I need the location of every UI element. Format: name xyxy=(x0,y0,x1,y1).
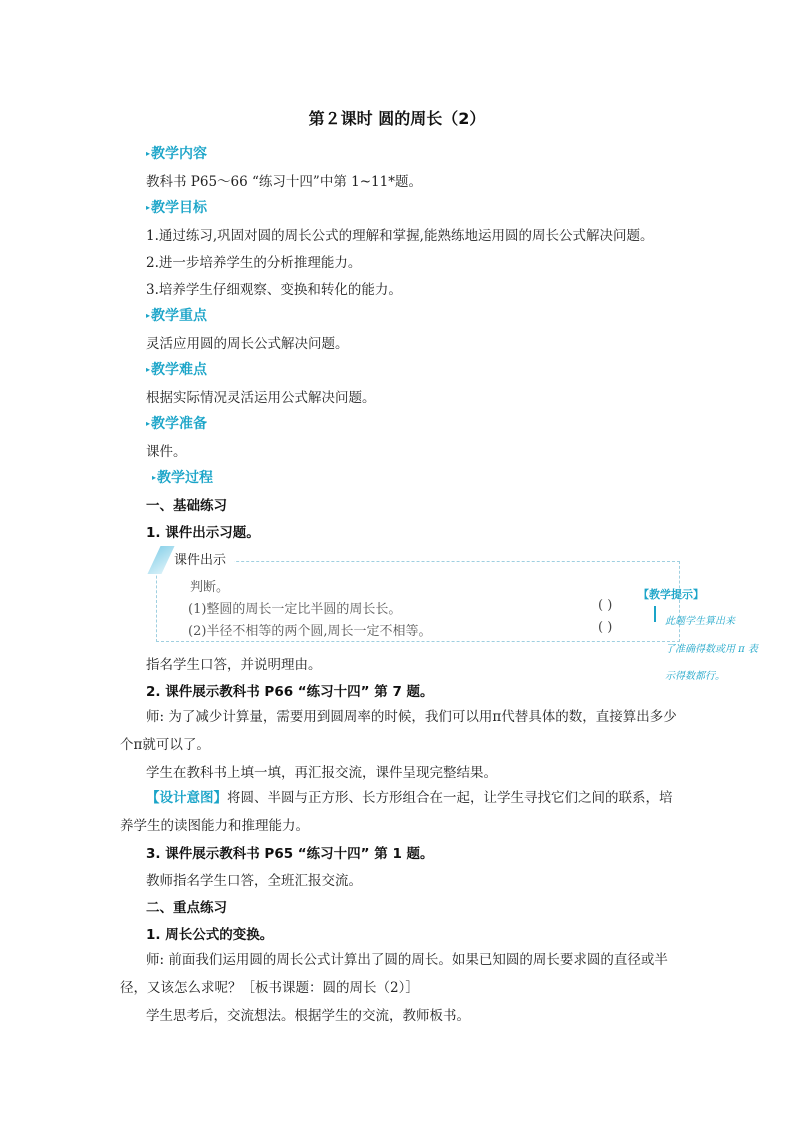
basic-step2: 2. 课件展示教科书 P66 “练习十四” 第 7 题。 xyxy=(146,684,434,700)
triangle-marker-icon: ▸ xyxy=(146,365,151,374)
students-remark-2: 学生思考后，交流想法。根据学生的交流，教师板书。 xyxy=(146,1008,470,1024)
basic-step1: 1. 课件出示习题。 xyxy=(146,525,260,541)
after-step3: 教师指名学生口答，全班汇报交流。 xyxy=(146,873,362,889)
section-heading-key: ▸教学重点 xyxy=(146,308,208,324)
section-heading-difficulty: ▸教学难点 xyxy=(146,362,208,378)
triangle-marker-icon: ▸ xyxy=(146,419,151,428)
basic-step3: 3. 课件展示教科书 P65 “练习十四” 第 1 题。 xyxy=(146,846,434,862)
content-text: 教科书 P65～66 “练习十四”中第 1~11*题。 xyxy=(146,174,422,190)
prep-text: 课件。 xyxy=(146,444,187,460)
section-heading-goals: ▸教学目标 xyxy=(146,200,208,216)
page-title: 第２课时 圆的周长（2） xyxy=(308,109,486,128)
tip-line: 此题学生算出来 xyxy=(665,616,735,627)
tip-line: 了准确得数或用 π 表 xyxy=(665,644,758,655)
box-question-1: (1)整圆的周长一定比半圆的周长长。 xyxy=(188,602,402,617)
tip-bar xyxy=(654,606,656,622)
section-heading-content: ▸教学内容 xyxy=(146,146,208,162)
triangle-marker-icon: ▸ xyxy=(146,203,151,212)
section-heading-process: ▸教学过程 xyxy=(152,470,214,486)
triangle-marker-icon: ▸ xyxy=(152,473,157,482)
goal-item: 2.进一步培养学生的分析推理能力。 xyxy=(146,255,362,271)
answer-parenthesis: ( ) xyxy=(598,598,613,613)
after-step1: 指名学生口答，并说明理由。 xyxy=(146,657,322,673)
design-text: 将圆、半圆与正方形、长方形组合在一起，让学生寻找它们之间的联系，培养学生的读图能力和推理能力。 xyxy=(120,790,673,834)
difficulty-text: 根据实际情况灵活运用公式解决问题。 xyxy=(146,390,376,406)
basic-heading: 一、基础练习 xyxy=(146,498,227,514)
answer-parenthesis: ( ) xyxy=(598,620,613,635)
teacher-remark-2: 师: 前面我们运用圆的周长公式计算出了圆的周长。如果已知圆的周长要求圆的直径或半径，又该怎么求呢？［板书课题：圆的周长（2）］ xyxy=(120,952,668,996)
triangle-marker-icon: ▸ xyxy=(146,149,151,158)
courseware-tab: 课件出示 xyxy=(160,550,234,572)
goal-item: 1.通过练习,巩固对圆的周长公式的理解和掌握,能熟练地运用圆的周长公式解决问题。 xyxy=(146,228,654,244)
triangle-marker-icon: ▸ xyxy=(146,311,151,320)
design-intent xyxy=(120,784,680,840)
key-practice-heading: 二、重点练习 xyxy=(146,900,227,916)
section-heading-prep: ▸教学准备 xyxy=(146,416,208,432)
box-instruction: 判断。 xyxy=(190,580,230,595)
tip-line: 示得数都行。 xyxy=(665,671,725,682)
box-question-2: (2)半径不相等的两个圆,周长一定不相等。 xyxy=(188,624,432,639)
key-text: 灵活应用圆的周长公式解决问题。 xyxy=(146,336,349,352)
tip-title: 【教学提示】 xyxy=(638,588,704,601)
teacher-remark-1: 师: 为了减少计算量，需要用到圆周率的时候，我们可以用π代替具体的数，直接算出多少个π就可以了。 xyxy=(120,709,677,753)
key-practice-step1: 1. 周长公式的变换。 xyxy=(146,927,274,943)
goal-item: 3.培养学生仔细观察、变换和转化的能力。 xyxy=(146,282,402,298)
students-remark-1: 学生在教科书上填一填，再汇报交流，课件呈现完整结果。 xyxy=(146,765,497,781)
design-label: 【设计意图】 xyxy=(146,790,227,806)
